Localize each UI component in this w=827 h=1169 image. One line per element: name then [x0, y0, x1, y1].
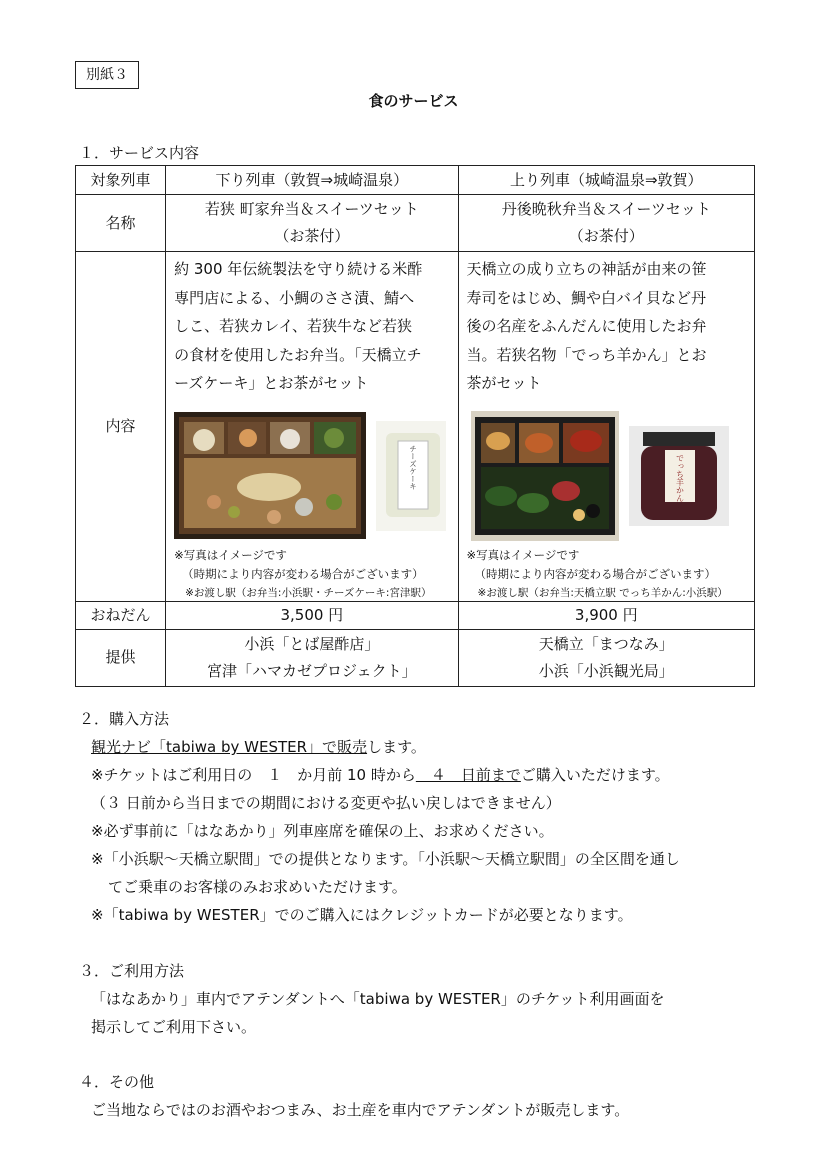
header-down-train: 下り列車（敦賀⇒城崎温泉）: [166, 166, 458, 195]
down-photos: [174, 408, 450, 544]
purchase-channel: 観光ナビ「tabiwa by WESTER」で販売: [91, 738, 368, 756]
down-desc-line: しこ、若狭カレイ、若狭牛など若狭: [174, 317, 413, 335]
purchase-line2: [91, 764, 670, 785]
down-desc-line: 約 300 年伝統製法を守り続ける米酢: [174, 260, 423, 278]
up-desc-line: 当。若狭名物「でっち羊かん」とお: [466, 345, 707, 364]
down-name-line2: （お茶付）: [274, 227, 350, 245]
down-desc-line: 専門店による、小鯛のささ漬、鯖へ: [174, 288, 415, 307]
content-label: 内容: [76, 252, 166, 602]
purchase-line1-rest: します。: [367, 738, 426, 756]
up-photos: [467, 408, 747, 544]
purchase-line3: （３ 日前から当日までの期間における変更や払い戻しはできません）: [91, 794, 561, 812]
table-row-name: [76, 195, 755, 252]
table-row-provider: [76, 629, 755, 686]
purchase-line5: ※「小浜駅～天橋立駅間」での提供となります。「小浜駅～天橋立駅間」の全区間を通し: [91, 850, 680, 868]
up-note1: ※写真はイメージです: [466, 547, 580, 562]
up-desc-line: 寿司をはじめ、鯛や白バイ貝など丹: [466, 288, 706, 307]
usage-line1: 「はなあかり」車内でアテンダントへ「tabiwa by WESTER」のチケット利用画面を: [91, 990, 665, 1008]
up-provider-line2: 小浜「小浜観光局」: [538, 661, 674, 680]
table-header-row: [76, 166, 755, 195]
section4-heading: ４．その他: [79, 1073, 155, 1091]
up-name-line2: （お茶付）: [568, 227, 644, 245]
up-price: 3,900 円: [458, 601, 754, 629]
document-title: 食のサービス: [368, 92, 459, 110]
up-provider-cell: [458, 629, 754, 686]
up-content-cell: [458, 252, 754, 602]
purchase-line1: [91, 736, 426, 757]
down-provider-line1: 小浜「とば屋酢店」: [244, 634, 380, 653]
down-provider-cell: [166, 629, 458, 686]
down-note2: （時期により内容が変わる場合がございます）: [182, 566, 424, 581]
table-row-content: [76, 252, 755, 602]
up-bento-photo: [471, 411, 619, 541]
provider-label: 提供: [76, 629, 166, 686]
down-desc-line: の食材を使用したお弁当。「天橋立チ: [174, 345, 422, 364]
purchase-deadline: ４ 日前まで: [415, 766, 521, 784]
usage-line2: 掲示してご利用下さい。: [91, 1018, 257, 1036]
down-provider-line2: 宮津「ハマカゼプロジェクト」: [206, 661, 417, 680]
up-desc-line: 後の名産をふんだんに使用したお弁: [466, 317, 707, 335]
down-cake-photo: [376, 421, 446, 531]
down-name-line1: 若狭 町家弁当＆スイーツセット: [204, 200, 419, 218]
up-name-cell: [458, 195, 754, 252]
up-yokan-label: でっち羊かん: [675, 453, 685, 502]
purchase-line2-post: ご購入いただけます。: [520, 766, 670, 784]
down-name-cell: [166, 195, 458, 252]
other-line1: ご当地ならではのお酒やおつまみ、お土産を車内でアテンダントが販売します。: [91, 1101, 630, 1119]
table-row-price: [76, 601, 755, 629]
down-note3: ※お渡し駅（お弁当:小浜駅・チーズケーキ:宮津駅）: [185, 586, 432, 599]
purchase-line6: てご乗車のお客様のみお求めいただけます。: [108, 878, 407, 896]
attachment-label: 別紙３: [75, 61, 139, 89]
section2-heading: ２．購入方法: [79, 710, 170, 728]
up-desc-line: 天橋立の成り立ちの神話が由来の笹: [466, 260, 707, 278]
header-up-train: 上り列車（城崎温泉⇒敦賀）: [458, 166, 754, 195]
up-name-line1: 丹後晩秋弁当＆スイーツセット: [501, 200, 711, 218]
down-cake-label: チーズケーキ: [408, 444, 418, 490]
down-content-cell: [166, 252, 458, 602]
up-provider-line1: 天橋立「まつなみ」: [538, 634, 674, 653]
up-yokan-photo: [629, 426, 729, 526]
purchase-line7: ※「tabiwa by WESTER」でのご購入にはクレジットカードが必要となります。: [91, 906, 633, 924]
name-label: 名称: [76, 195, 166, 252]
down-bento-photo: [174, 412, 366, 539]
up-note2: （時期により内容が変わる場合がございます）: [474, 566, 717, 581]
purchase-line2-pre: ※チケットはご利用日の １ か月前 10 時から: [91, 766, 416, 784]
header-train-label: 対象列車: [76, 166, 166, 195]
price-label: おねだん: [76, 601, 166, 629]
section3-heading: ３．ご利用方法: [79, 962, 185, 980]
purchase-line4: ※必ず事前に「はなあかり」列車座席を確保の上、お求めください。: [91, 822, 554, 840]
down-desc-line: ーズケーキ」とお茶がセット: [174, 374, 369, 392]
up-note3: ※お渡し駅（お弁当:天橋立駅 でっち羊かん:小浜駅）: [477, 586, 728, 599]
down-note1: ※写真はイメージです: [174, 547, 287, 562]
section1-heading: １．サービス内容: [79, 144, 200, 162]
service-table: [75, 165, 755, 687]
down-price: 3,500 円: [166, 601, 458, 629]
up-desc-line: 茶がセット: [466, 374, 542, 392]
